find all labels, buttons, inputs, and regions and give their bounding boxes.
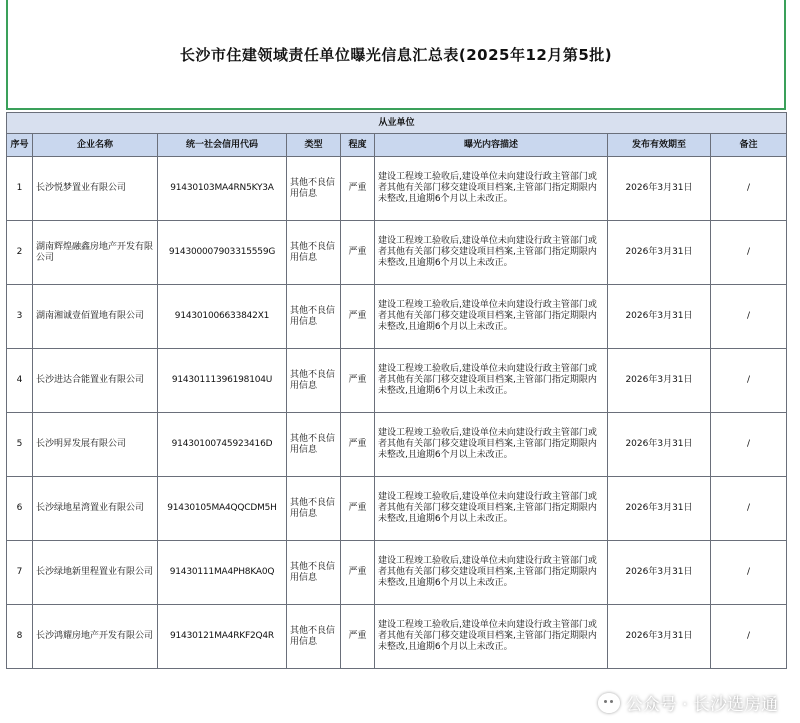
cell-valid-until: 2026年3月31日 <box>608 221 711 285</box>
header-valid-until: 发布有效期至 <box>608 134 711 157</box>
cell-note: / <box>711 605 787 669</box>
cell-company-name: 湖南湘诚壹佰置地有限公司 <box>33 285 158 349</box>
cell-type: 其他不良信用信息 <box>287 477 341 541</box>
cell-description: 建设工程竣工验收后,建设单位未向建设行政主管部门或者其他有关部门移交建设项目档案,主管部门指定期限内未整改,且逾期6个月以上未改正。 <box>375 157 608 221</box>
cell-type: 其他不良信用信息 <box>287 605 341 669</box>
cell-valid-until: 2026年3月31日 <box>608 605 711 669</box>
watermark <box>598 690 778 715</box>
header-credit-code: 统一社会信用代码 <box>158 134 287 157</box>
cell-note: / <box>711 285 787 349</box>
cell-seq: 5 <box>7 413 33 477</box>
table-row <box>7 605 787 669</box>
cell-description: 建设工程竣工验收后,建设单位未向建设行政主管部门或者其他有关部门移交建设项目档案,主管部门指定期限内未整改,且逾期6个月以上未改正。 <box>375 605 608 669</box>
cell-valid-until: 2026年3月31日 <box>608 157 711 221</box>
cell-level: 严重 <box>341 413 375 477</box>
table-row <box>7 349 787 413</box>
section-header-row <box>7 113 787 134</box>
cell-company-name: 长沙悦梦置业有限公司 <box>33 157 158 221</box>
cell-level: 严重 <box>341 221 375 285</box>
cell-description: 建设工程竣工验收后,建设单位未向建设行政主管部门或者其他有关部门移交建设项目档案,主管部门指定期限内未整改,且逾期6个月以上未改正。 <box>375 413 608 477</box>
cell-level: 严重 <box>341 157 375 221</box>
cell-valid-until: 2026年3月31日 <box>608 285 711 349</box>
header-seq: 序号 <box>7 134 33 157</box>
cell-description: 建设工程竣工验收后,建设单位未向建设行政主管部门或者其他有关部门移交建设项目档案,主管部门指定期限内未整改,且逾期6个月以上未改正。 <box>375 285 608 349</box>
cell-seq: 2 <box>7 221 33 285</box>
header-note: 备注 <box>711 134 787 157</box>
cell-company-name: 长沙明昇发展有限公司 <box>33 413 158 477</box>
cell-valid-until: 2026年3月31日 <box>608 413 711 477</box>
cell-type: 其他不良信用信息 <box>287 221 341 285</box>
section-label: 从业单位 <box>7 113 787 134</box>
header-level: 程度 <box>341 134 375 157</box>
cell-note: / <box>711 413 787 477</box>
cell-type: 其他不良信用信息 <box>287 285 341 349</box>
cell-credit-code: 91430103MA4RN5KY3A <box>158 157 287 221</box>
cell-note: / <box>711 221 787 285</box>
cell-credit-code: 914301006633842X1 <box>158 285 287 349</box>
cell-description: 建设工程竣工验收后,建设单位未向建设行政主管部门或者其他有关部门移交建设项目档案,主管部门指定期限内未整改,且逾期6个月以上未改正。 <box>375 221 608 285</box>
cell-credit-code: 91430121MA4RKF2Q4R <box>158 605 287 669</box>
table-row <box>7 413 787 477</box>
cell-type: 其他不良信用信息 <box>287 413 341 477</box>
cell-credit-code: 91430105MA4QQCDM5H <box>158 477 287 541</box>
cell-credit-code: 91430100745923416D <box>158 413 287 477</box>
cell-valid-until: 2026年3月31日 <box>608 349 711 413</box>
header-company-name: 企业名称 <box>33 134 158 157</box>
cell-note: / <box>711 541 787 605</box>
wechat-icon <box>598 693 620 713</box>
cell-note: / <box>711 157 787 221</box>
watermark-text: 公众号 · 长沙选房通 <box>625 695 778 715</box>
table-row <box>7 285 787 349</box>
cell-type: 其他不良信用信息 <box>287 157 341 221</box>
cell-company-name: 长沙鸿耀房地产开发有限公司 <box>33 605 158 669</box>
header-type: 类型 <box>287 134 341 157</box>
cell-seq: 3 <box>7 285 33 349</box>
cell-credit-code: 91430111396198104U <box>158 349 287 413</box>
cell-seq: 7 <box>7 541 33 605</box>
cell-company-name: 长沙进达合能置业有限公司 <box>33 349 158 413</box>
cell-credit-code: 91430111MA4PH8KA0Q <box>158 541 287 605</box>
cell-description: 建设工程竣工验收后,建设单位未向建设行政主管部门或者其他有关部门移交建设项目档案,主管部门指定期限内未整改,且逾期6个月以上未改正。 <box>375 541 608 605</box>
cell-seq: 4 <box>7 349 33 413</box>
cell-company-name: 长沙绿地新里程置业有限公司 <box>33 541 158 605</box>
cell-level: 严重 <box>341 541 375 605</box>
cell-company-name: 长沙绿地星湾置业有限公司 <box>33 477 158 541</box>
table-header-row <box>7 134 787 157</box>
table-row <box>7 157 787 221</box>
table-row <box>7 477 787 541</box>
cell-note: / <box>711 349 787 413</box>
cell-level: 严重 <box>341 605 375 669</box>
cell-seq: 8 <box>7 605 33 669</box>
cell-seq: 6 <box>7 477 33 541</box>
cell-type: 其他不良信用信息 <box>287 541 341 605</box>
cell-description: 建设工程竣工验收后,建设单位未向建设行政主管部门或者其他有关部门移交建设项目档案,主管部门指定期限内未整改,且逾期6个月以上未改正。 <box>375 349 608 413</box>
header-description: 曝光内容描述 <box>375 134 608 157</box>
page-title: 长沙市住建领域责任单位曝光信息汇总表(2025年12月第5批) <box>179 45 613 64</box>
table-row <box>7 541 787 605</box>
cell-description: 建设工程竣工验收后,建设单位未向建设行政主管部门或者其他有关部门移交建设项目档案,主管部门指定期限内未整改,且逾期6个月以上未改正。 <box>375 477 608 541</box>
cell-valid-until: 2026年3月31日 <box>608 541 711 605</box>
cell-level: 严重 <box>341 285 375 349</box>
cell-valid-until: 2026年3月31日 <box>608 477 711 541</box>
cell-company-name: 湖南辉煌融鑫房地产开发有限公司 <box>33 221 158 285</box>
cell-level: 严重 <box>341 349 375 413</box>
table-row <box>7 221 787 285</box>
cell-credit-code: 914300007903315559G <box>158 221 287 285</box>
cell-type: 其他不良信用信息 <box>287 349 341 413</box>
cell-seq: 1 <box>7 157 33 221</box>
exposure-table <box>6 112 787 669</box>
cell-level: 严重 <box>341 477 375 541</box>
title-cell <box>6 0 786 110</box>
cell-note: / <box>711 477 787 541</box>
